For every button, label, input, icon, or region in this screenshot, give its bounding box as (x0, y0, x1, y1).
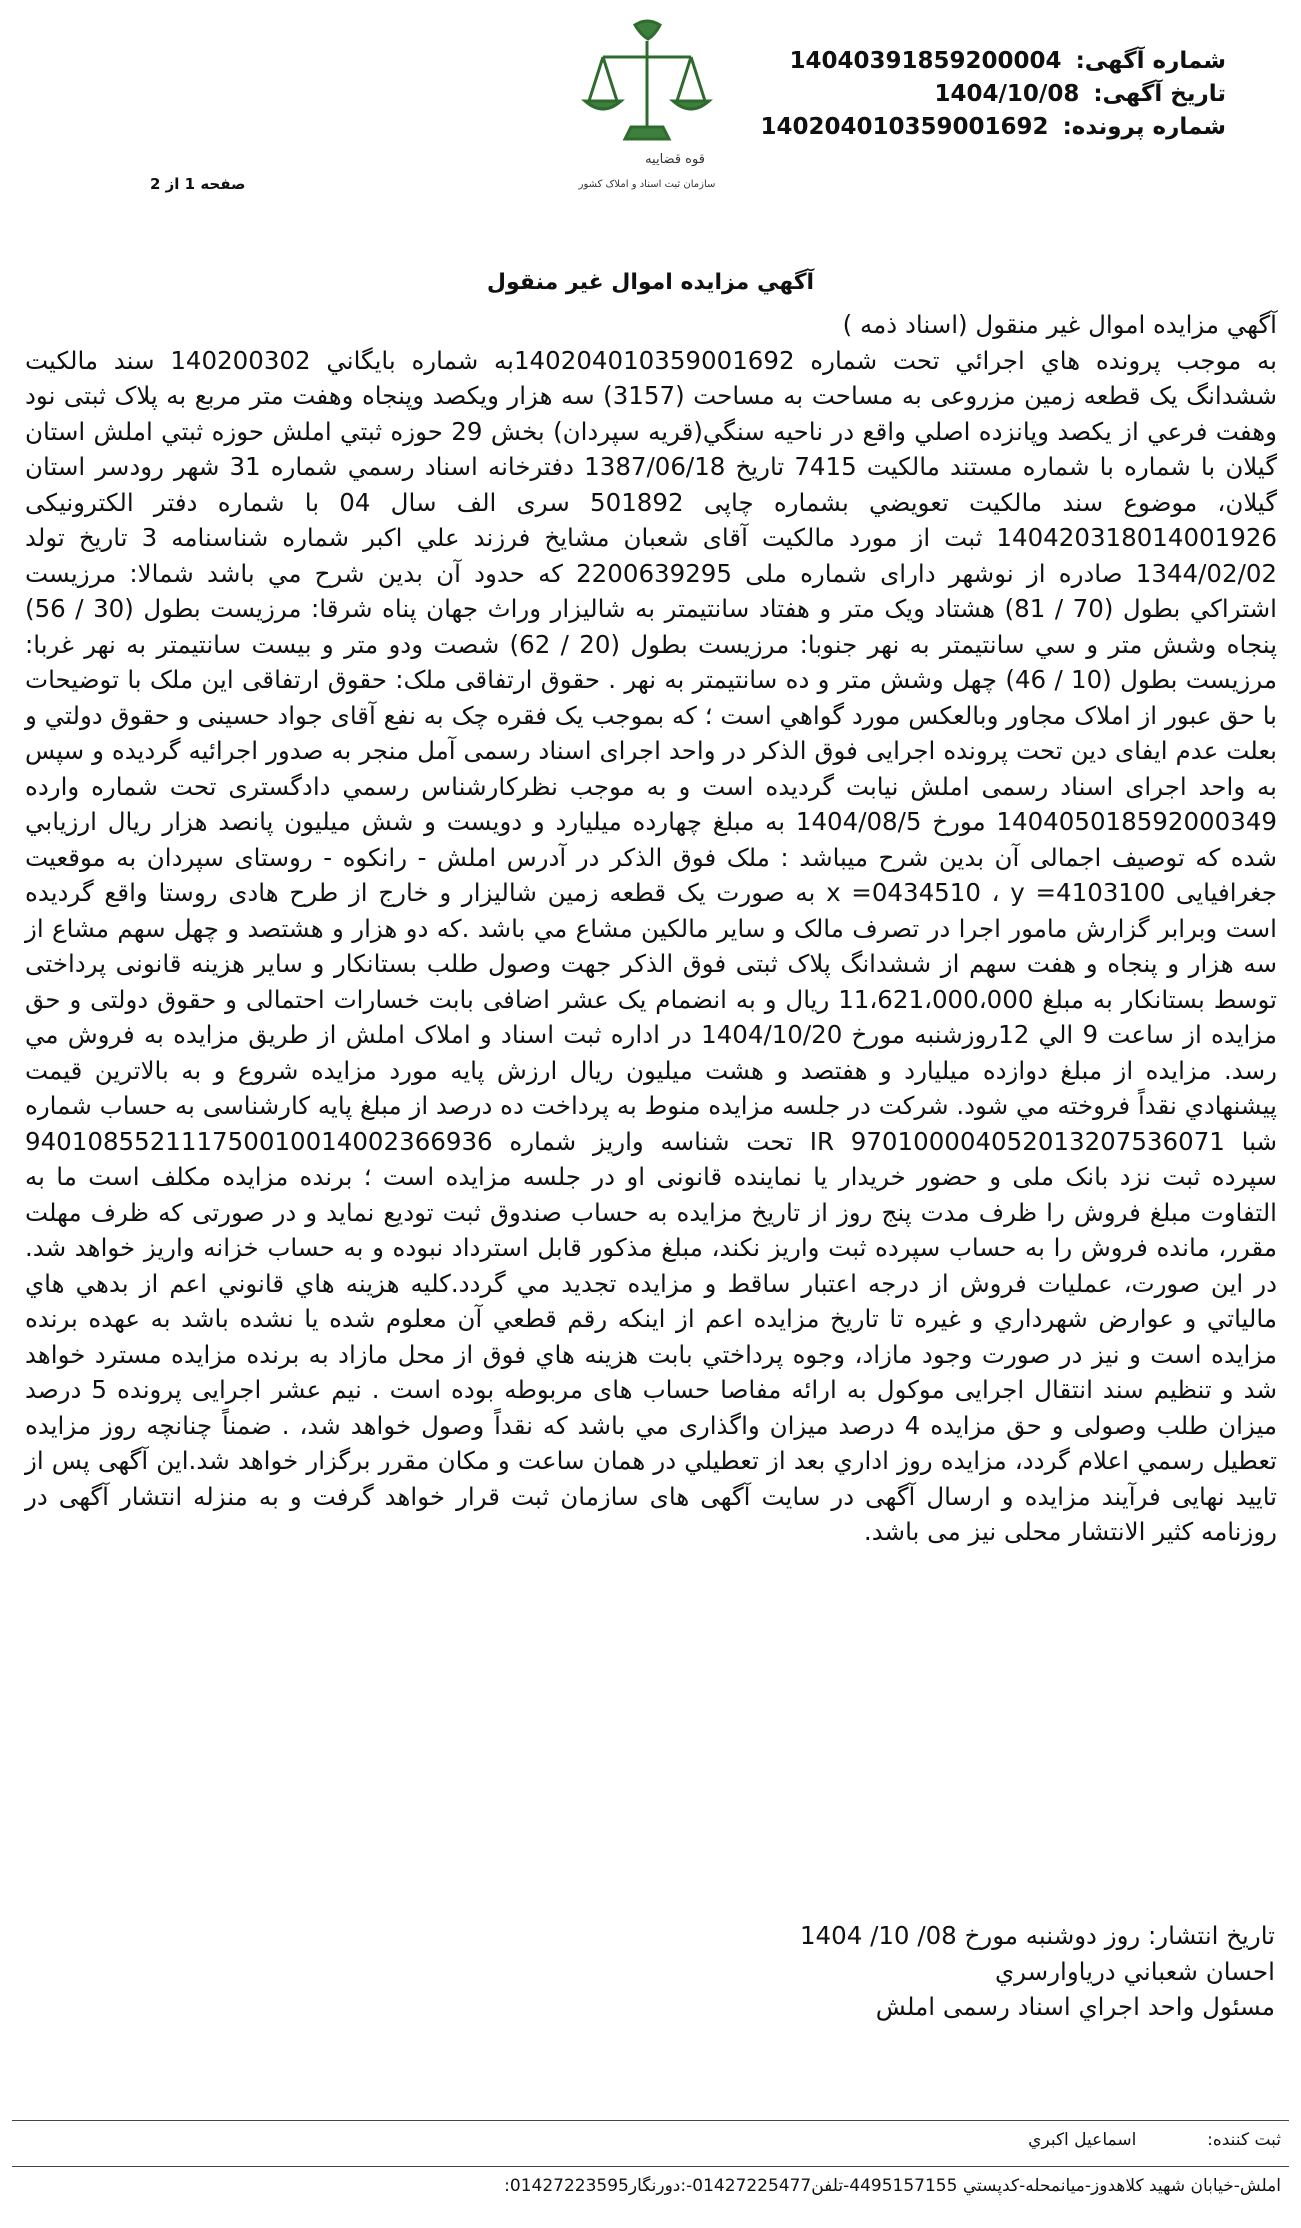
office-address: املش-خيابان شهيد كلاهدوز-ميانمحله-كدپستي 4495157155-تلفن01427225477-:دورنگار01427223595: (504, 2176, 1281, 2196)
document-title: آگهي مزايده اموال غير منقول (486, 270, 815, 295)
auction-notice-body (25, 307, 1277, 1550)
signer-name: احسان شعباني درياوارسري (994, 1956, 1275, 1986)
footer-divider-top (12, 2120, 1289, 2121)
notice-paragraph: به موجب پرونده هاي اجرائي تحت شماره 140204010359001692به شماره بايگاني 140200302 سند مالكيت ششدانگ يک قطعه زمين مزروعی به مساحت به مساحت (3157) سه هزار ويكصد وپنجاه وهفت متر مربع به پلاک ثبتی نود وهفت فرعي از يکصد وپانزده اصلي واقع در ناحيه سنگي(قريه سپردان) بخش 29 حوزه ثبتي املش حوزه ثبتي املش استان گيلان با شماره با شماره مستند مالكيت 7415 تاريخ 1387/06/18 دفترخانه اسناد رسمي شماره 31 شهر رودسر استان گيلان، موضوع سند مالکيت تعويضي بشماره چاپی 501892 سری الف سال 04 با شماره دفتر الكترونيكی 140420318014001926 ثبت از مورد مالکيت آقای شعبان مشايخ فرزند علي اكبر شماره شناسنامه 3 تاريخ تولد 1344/02/02 صادره از نوشهر دارای شماره ملی 2200639295 كه حدود آن بدين شرح مي باشد شمالا: مرزيست اشتراکي بطول (70 / 81) هشتاد ويک متر و هفتاد سانتيمتر به شاليزار وراث جهان پناه شرقا: مرزيست بطول (30 / 56) پنجاه وشش متر و سي سانتيمتر به نهر جنوبا: مرزيست بطول (20 / 62) شصت ودو متر و بيست سانتيمتر به نهر غربا: مرزيست بطول (10 / 46) چهل وشش متر و ده سانتيمتر به نهر . حقوق ارتفاقی ملک: حقوق ارتفاقی اين ملک با توضيحات با حق عبور از املاک مجاور وبالعکس مورد گواهي است ؛ که بموجب يک فقره چک به نفع آقای جواد حسينی و حقوق دولتي و بعلت عدم ايفای دين تحت پرونده اجرايی فوق الذکر در واحد اجرای اسناد رسمی آمل منجر به صدور اجرائيه گرديده و سپس به واحد اجرای اسناد رسمی املش نيابت گرديده است و به موجب نظرکارشناس رسمي دادگستری تحت شماره وارده 140405018592000349 مورخ 1404/08/5 به مبلغ چهارده ميليارد و دويست و شش ميليون پانصد هزار ريال ارزيابي شده كه توصيف اجمالی آن بدين شرح ميباشد : ملک فوق الذکر در آدرس املش - رانکوه - روستای سپردان به موقعيت جغرافيايی x =0434510 ، y =4103100 به صورت يک قطعه زمين شاليزار و خارج از طرح هادی روستا واقع گرديده است وبرابر گزارش مامور اجرا در تصرف مالک و ساير مالکين مشاع مي باشد .كه دو هزار و هشتصد و چهل سهم مشاع از سه هزار و پنجاه و هفت سهم از ششدانگ پلاک ثبتی فوق الذکر جهت وصول طلب بستانکار و ساير هزينه قانونی پرداختی توسط بستانکار به مبلغ 11،621،000،000 ريال و به انضمام يک عشر اضافی بابت خسارات احتمالی و حقوق دولتی و حق مزايده از ساعت 9 الي 12روزشنبه مورخ 1404/10/20 در اداره ثبت اسناد و املاک املش از طريق مزايده به فروش مي رسد. مزايده از مبلغ دوازده ميليارد و هفتصد و هشت ميليون ريال ارزش پايه مورد مزايده شروع و به بالاترين قيمت پيشنهادي نقداً فروخته مي شود. شركت در جلسه مزايده منوط به پرداخت ده درصد از مبلغ پايه كارشناسی به حساب شماره شبا IR 970100004052013207536071 تحت شناسه واريز شماره 940108552111750010014002366936 سپرده ثبت نزد بانک ملی و حضور خريدار يا نماينده قانونی او در جلسه مزايده است ؛ برنده مزايده مكلف است ما به التفاوت مبلغ فروش را ظرف مدت پنج روز از تاريخ مزايده به حساب صندوق ثبت توديع نمايد و در صورتی كه ظرف مهلت مقرر، مانده فروش را به حساب سپرده ثبت واريز نكند، مبلغ مذكور قابل استرداد نبوده و به حساب خزانه واريز خواهد شد. در اين صورت، عمليات فروش از درجه اعتبار ساقط و مزايده تجديد مي گردد.كليه هزينه هاي قانوني اعم از بدهي هاي مالياتي و عوارض شهرداري و غيره تا تاريخ مزايده اعم از اينكه رقم قطعي آن معلوم شده يا نشده باشد به عهده برنده مزايده است و نيز در صورت وجود مازاد، وجوه پرداختي بابت هزينه هاي فوق از محل مازاد به برنده مزايده مسترد خواهد شد و تنظيم سند انتقال اجرايی موكول به ارائه مفاصا حساب های مربوطه بوده است . نيم عشر اجرايی پرونده 5 درصد ميزان طلب وصولی و حق مزايده 4 درصد ميزان واگذاری مي باشد که نقداً وصول خواهد شد، . ضمناً چنانچه روز مزايده تعطيل رسمي اعلام گردد، مزايده روز اداري بعد از تعطيلي در همان ساعت و مكان مقرر برگزار خواهد شد.اين آگهی پس از تاييد نهايی فرآيند مزايده و ارسال آگهی در سايت آگهی های سازمان ثبت قرار خواهد گرفت و به منزله انتشار آگهی در روزنامه كثير الانتشار محلی نيز می باشد. (25, 345, 1278, 1546)
registrar-label: ثبت كننده: (1207, 2130, 1281, 2150)
ad-date: 1404/10/08 (934, 81, 1080, 107)
notice-subtitle: آگهي مزايده اموال غير منقول (اسناد ذمه ) (842, 310, 1277, 339)
ad-date-row (706, 78, 1226, 111)
emblem-line2: سازمان ثبت اسناد و املاک کشور (578, 179, 716, 190)
registrar-row (1028, 2130, 1281, 2150)
registrar-name: اسماعيل اكبري (1028, 2130, 1137, 2150)
page-number: صفحه 1 از 2 (150, 175, 246, 193)
file-number-label: شماره پرونده: (1062, 114, 1226, 140)
publish-date: تاريخ انتشار: روز دوشنبه مورخ 08/ 10/ 1404 (799, 1921, 1275, 1950)
file-number-row (706, 111, 1226, 144)
ad-header (706, 45, 1226, 144)
scales-of-justice-icon (575, 15, 720, 205)
footer-divider-bottom (12, 2166, 1289, 2167)
signature-block (25, 1918, 1275, 2025)
ad-number-row (706, 45, 1226, 78)
ad-number: 14040391859200004 (789, 48, 1062, 74)
judiciary-emblem (575, 15, 720, 205)
ad-date-label: تاریخ آگهی: (1093, 81, 1226, 107)
file-number: 140204010359001692 (760, 114, 1049, 140)
emblem-line1: قوه قضاییه (645, 152, 705, 167)
signer-position: مسئول واحد اجراي اسناد رسمی املش (875, 1992, 1275, 2021)
ad-number-label: شماره آگهی: (1075, 48, 1226, 74)
